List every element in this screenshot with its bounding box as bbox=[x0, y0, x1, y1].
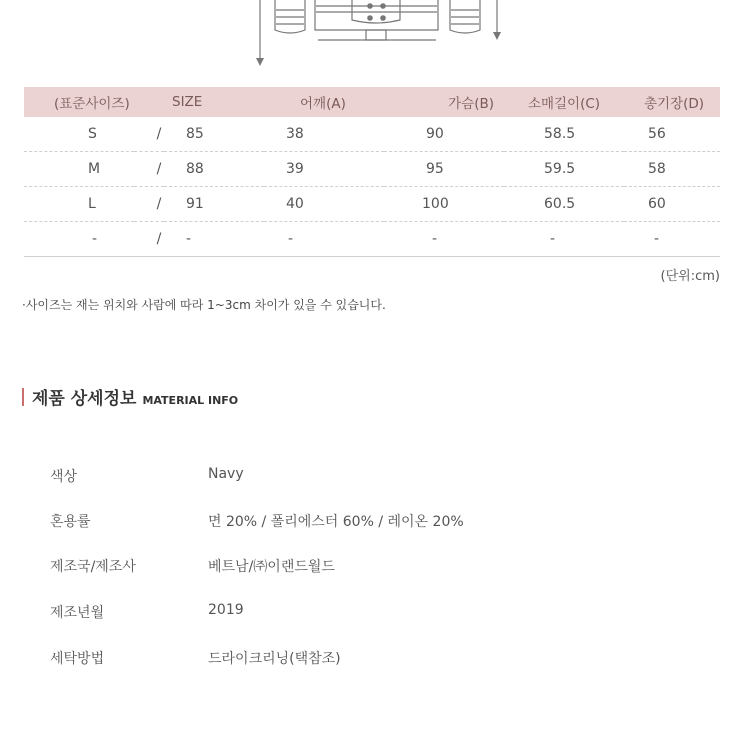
cell-shoulder: 39 bbox=[264, 152, 384, 187]
table-row bbox=[24, 187, 720, 222]
cell-shoulder: - bbox=[264, 222, 384, 257]
info-value: 2019 bbox=[208, 602, 244, 618]
cell-slash: / bbox=[134, 152, 164, 187]
header-sleeve-length: 소매길이(C) bbox=[527, 96, 601, 112]
cell-size: L bbox=[24, 187, 134, 222]
table-row bbox=[24, 152, 720, 187]
cell-total-length: 56 bbox=[624, 117, 720, 152]
info-label: 혼용률 bbox=[50, 514, 91, 530]
table-row bbox=[24, 117, 720, 152]
cell-size: - bbox=[24, 222, 134, 257]
info-value: 드라이크리닝(택참조) bbox=[208, 651, 341, 667]
cell-total-length: 58 bbox=[624, 152, 720, 187]
cell-slash: / bbox=[134, 222, 164, 257]
info-label: 세탁방법 bbox=[50, 651, 105, 667]
cell-chest: 95 bbox=[384, 152, 504, 187]
info-label: 색상 bbox=[50, 469, 78, 485]
section-title-korean: 제품 상세정보 bbox=[32, 389, 137, 409]
size-table-header-row bbox=[24, 87, 720, 117]
section-accent-bar bbox=[22, 388, 24, 406]
cell-slash: / bbox=[134, 117, 164, 152]
header-chest: 가슴(B) bbox=[448, 96, 494, 112]
cell-chest: - bbox=[384, 222, 504, 257]
cell-slash: / bbox=[134, 187, 164, 222]
garment-illustration bbox=[0, 0, 744, 80]
header-size: SIZE bbox=[172, 94, 203, 110]
info-row-manufacturer bbox=[50, 556, 335, 576]
material-info-heading bbox=[22, 384, 238, 409]
info-row-composition bbox=[50, 511, 464, 531]
info-value: Navy bbox=[208, 466, 244, 482]
header-shoulder: 어깨(A) bbox=[300, 96, 346, 112]
cell-sleeve: 58.5 bbox=[504, 117, 624, 152]
cell-size-number: - bbox=[164, 222, 264, 257]
cell-sleeve: 60.5 bbox=[504, 187, 624, 222]
cell-shoulder: 38 bbox=[264, 117, 384, 152]
cell-size-number: 85 bbox=[164, 117, 264, 152]
cell-shoulder: 40 bbox=[264, 187, 384, 222]
cell-sleeve: - bbox=[504, 222, 624, 257]
cell-size: M bbox=[24, 152, 134, 187]
cell-sleeve: 59.5 bbox=[504, 152, 624, 187]
size-disclaimer: ·사이즈는 재는 위치와 사람에 따라 1~3cm 차이가 있을 수 있습니다. bbox=[22, 298, 386, 312]
table-row bbox=[24, 222, 720, 257]
info-value: 면 20% / 폴리에스터 60% / 레이온 20% bbox=[208, 514, 464, 530]
section-title-english: MATERIAL INFO bbox=[142, 394, 239, 407]
info-value: 베트남/㈜이랜드월드 bbox=[208, 559, 335, 575]
cell-total-length: 60 bbox=[624, 187, 720, 222]
info-row-manufacture-date bbox=[50, 602, 244, 622]
info-label: 제조년월 bbox=[50, 605, 105, 621]
cell-size-number: 88 bbox=[164, 152, 264, 187]
cell-chest: 90 bbox=[384, 117, 504, 152]
info-row-color bbox=[50, 466, 244, 486]
cell-total-length: - bbox=[624, 222, 720, 257]
info-label: 제조국/제조사 bbox=[50, 559, 136, 575]
cell-chest: 100 bbox=[384, 187, 504, 222]
cell-size: S bbox=[24, 117, 134, 152]
size-table bbox=[24, 87, 720, 257]
cell-size-number: 91 bbox=[164, 187, 264, 222]
header-standard-size: (표준사이즈) bbox=[54, 96, 130, 112]
header-total-length: 총기장(D) bbox=[644, 96, 705, 112]
info-row-washing bbox=[50, 648, 341, 668]
unit-note: (단위:cm) bbox=[660, 269, 720, 284]
